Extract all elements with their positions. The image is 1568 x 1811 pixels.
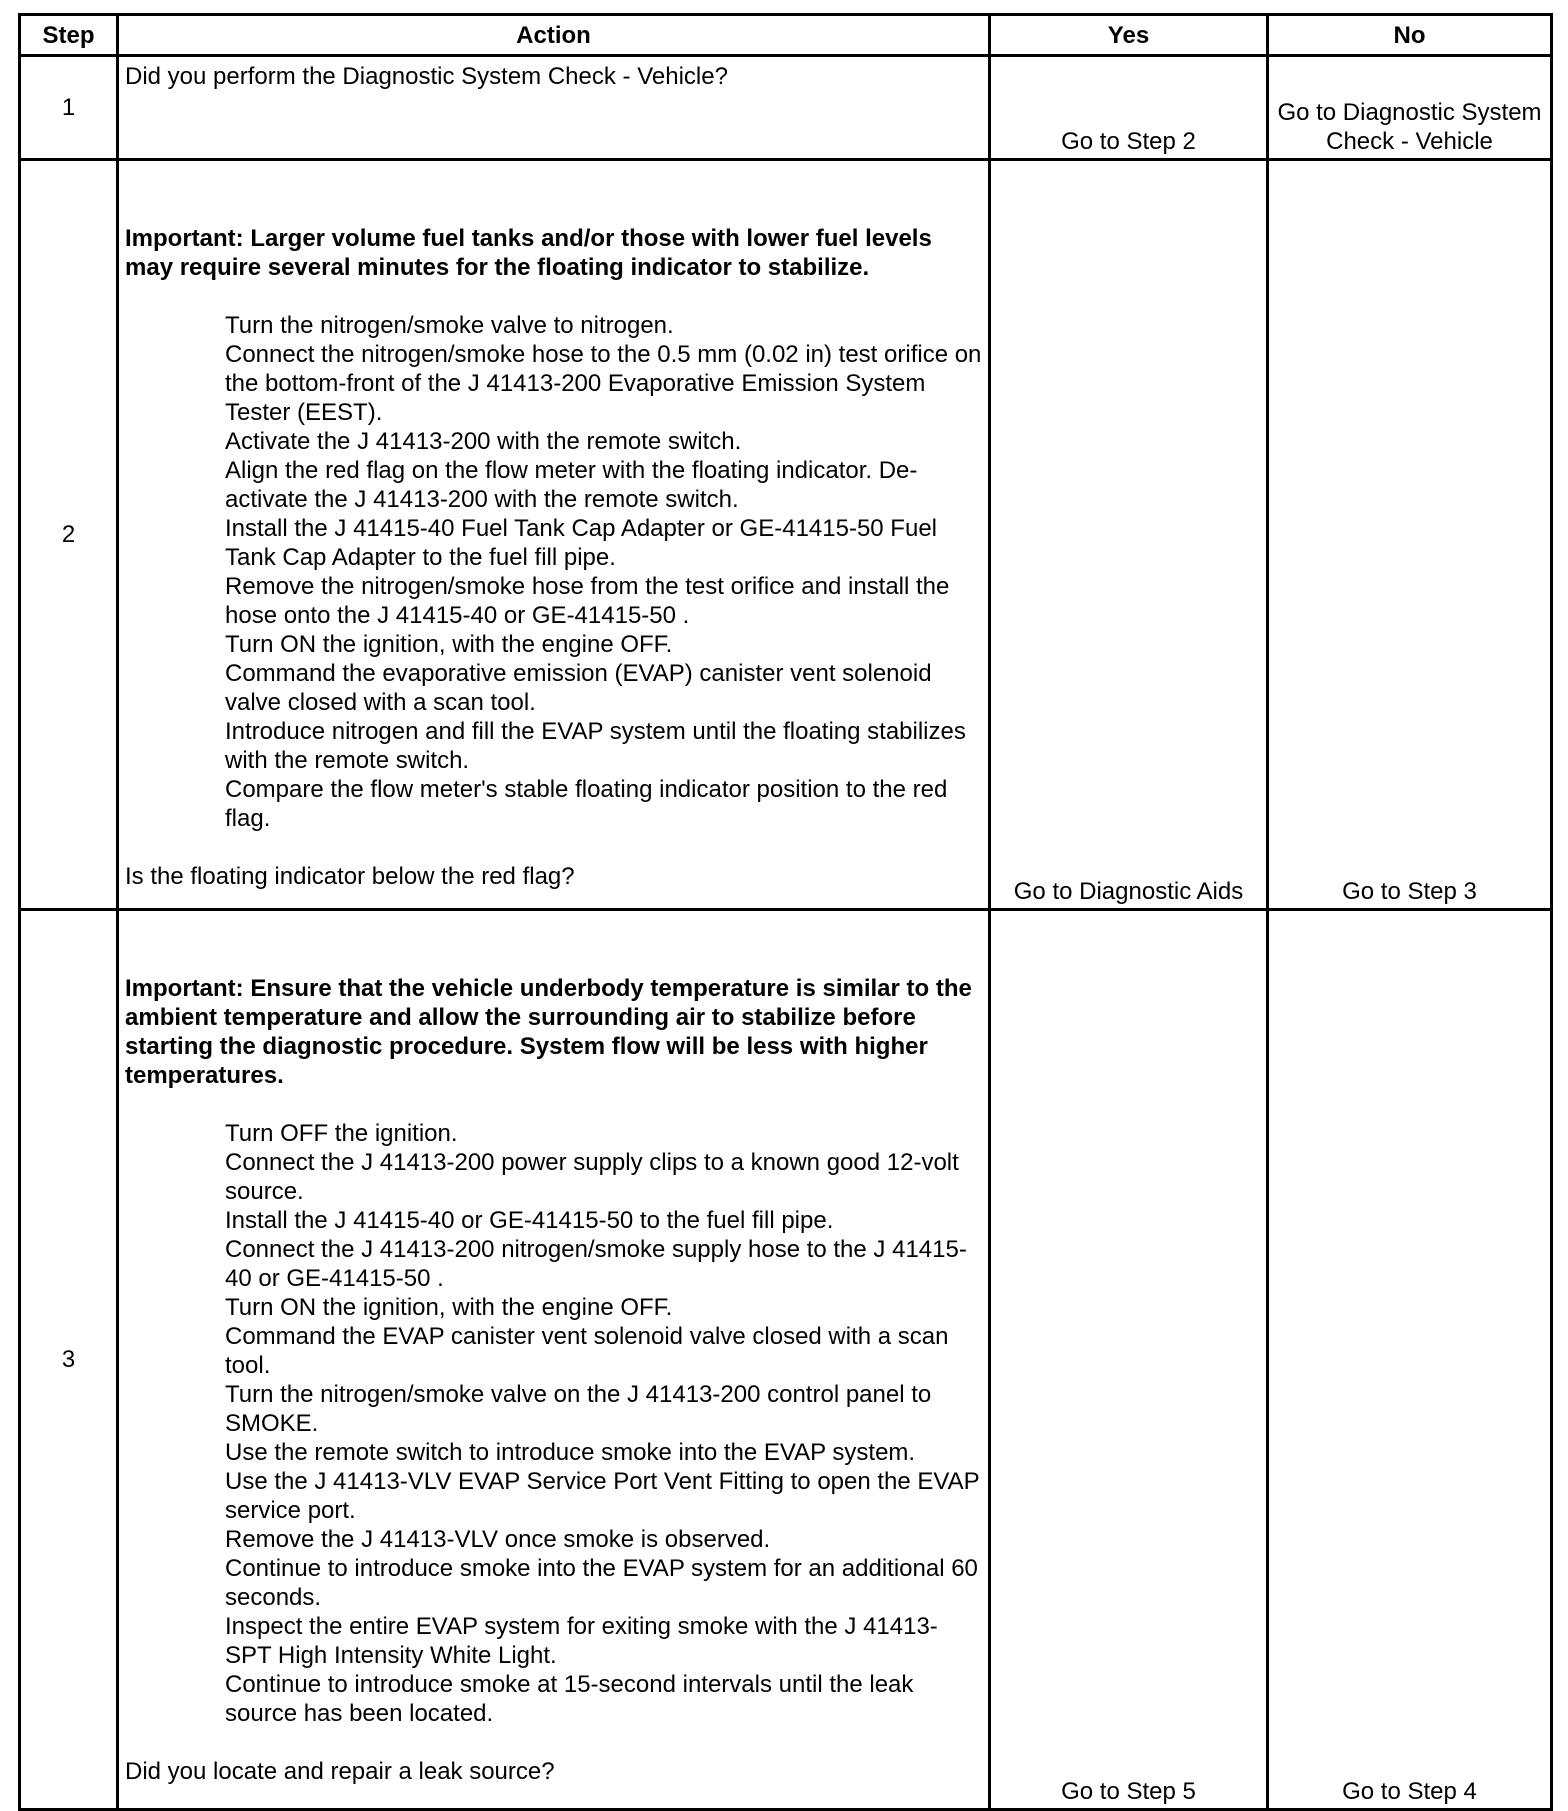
instruction-item: Continue to introduce smoke at 15-second intervals until the leak source has been located. [225, 1671, 914, 1727]
header-no: No [1268, 15, 1552, 56]
step-number: 3 [20, 910, 118, 1810]
instruction-item: Turn ON the ignition, with the engine OFF. [225, 631, 673, 658]
header-yes: Yes [990, 15, 1268, 56]
no-result: Go to Diagnostic System Check - Vehicle [1268, 56, 1552, 160]
header-row [20, 15, 1552, 56]
diagnostic-table [18, 13, 1553, 1811]
table-row [20, 160, 1552, 910]
question-text: Did you perform the Diagnostic System Check - Vehicle? [125, 63, 728, 90]
instruction-item: Use the remote switch to introduce smoke into the EVAP system. [225, 1439, 916, 1466]
instruction-item: Inspect the entire EVAP system for exiting smoke with the J 41413-SPT High Intensity White Light. [225, 1613, 938, 1669]
instruction-item: Connect the nitrogen/smoke hose to the 0.5 mm (0.02 in) test orifice on the bottom-front of the J 41413-200 Evaporative Emission System Tester (EEST). [225, 341, 982, 426]
yes-result: Go to Step 5 [990, 910, 1268, 1810]
important-note: Important: Larger volume fuel tanks and/or those with lower fuel levels may require several minutes for the floating indicator to stabilize. [125, 225, 932, 281]
table-row [20, 56, 1552, 160]
yes-result: Go to Diagnostic Aids [990, 160, 1268, 910]
action-cell [118, 56, 990, 160]
instruction-list [125, 311, 982, 833]
question-text: Did you locate and repair a leak source? [125, 1758, 555, 1785]
instruction-item: Continue to introduce smoke into the EVAP system for an additional 60 seconds. [225, 1555, 978, 1611]
action-cell [118, 160, 990, 910]
no-result: Go to Step 4 [1268, 910, 1552, 1810]
instruction-item: Align the red flag on the flow meter with the floating indicator. De-activate the J 41413-200 with the remote switch. [225, 457, 918, 513]
instruction-item: Use the J 41413-VLV EVAP Service Port Vent Fitting to open the EVAP service port. [225, 1468, 980, 1524]
instruction-item: Connect the J 41413-200 nitrogen/smoke supply hose to the J 41415-40 or GE-41415-50 . [225, 1236, 967, 1292]
instruction-item: Turn the nitrogen/smoke valve to nitrogen. [225, 312, 674, 339]
step-number: 2 [20, 160, 118, 910]
yes-result: Go to Step 2 [990, 56, 1268, 160]
step-number: 1 [20, 56, 118, 160]
instruction-item: Command the EVAP canister vent solenoid valve closed with a scan tool. [225, 1323, 949, 1379]
question-text: Is the floating indicator below the red flag? [125, 863, 575, 890]
instruction-item: Turn ON the ignition, with the engine OFF. [225, 1294, 673, 1321]
instruction-item: Install the J 41415-40 or GE-41415-50 to the fuel fill pipe. [225, 1207, 834, 1234]
instruction-item: Turn OFF the ignition. [225, 1120, 458, 1147]
instruction-item: Activate the J 41413-200 with the remote switch. [225, 428, 742, 455]
instruction-item: Remove the J 41413-VLV once smoke is observed. [225, 1526, 771, 1553]
instruction-item: Install the J 41415-40 Fuel Tank Cap Adapter or GE-41415-50 Fuel Tank Cap Adapter to the fuel fill pipe. [225, 515, 937, 571]
header-action: Action [118, 15, 990, 56]
instruction-list [125, 1119, 982, 1728]
important-note: Important: Ensure that the vehicle underbody temperature is similar to the ambient temperature and allow the surrounding air to stabilize before starting the diagnostic procedure. System flow will be less with higher temperatures. [125, 975, 972, 1089]
instruction-item: Command the evaporative emission (EVAP) canister vent solenoid valve closed with a scan tool. [225, 660, 932, 716]
action-cell [118, 910, 990, 1810]
header-step: Step [20, 15, 118, 56]
instruction-item: Turn the nitrogen/smoke valve on the J 41413-200 control panel to SMOKE. [225, 1381, 932, 1437]
instruction-item: Remove the nitrogen/smoke hose from the test orifice and install the hose onto the J 41415-40 or GE-41415-50 . [225, 573, 950, 629]
no-result: Go to Step 3 [1268, 160, 1552, 910]
table-row [20, 910, 1552, 1810]
instruction-item: Connect the J 41413-200 power supply clips to a known good 12-volt source. [225, 1149, 959, 1205]
instruction-item: Compare the flow meter's stable floating indicator position to the red flag. [225, 776, 948, 832]
instruction-item: Introduce nitrogen and fill the EVAP system until the floating stabilizes with the remote switch. [225, 718, 966, 774]
